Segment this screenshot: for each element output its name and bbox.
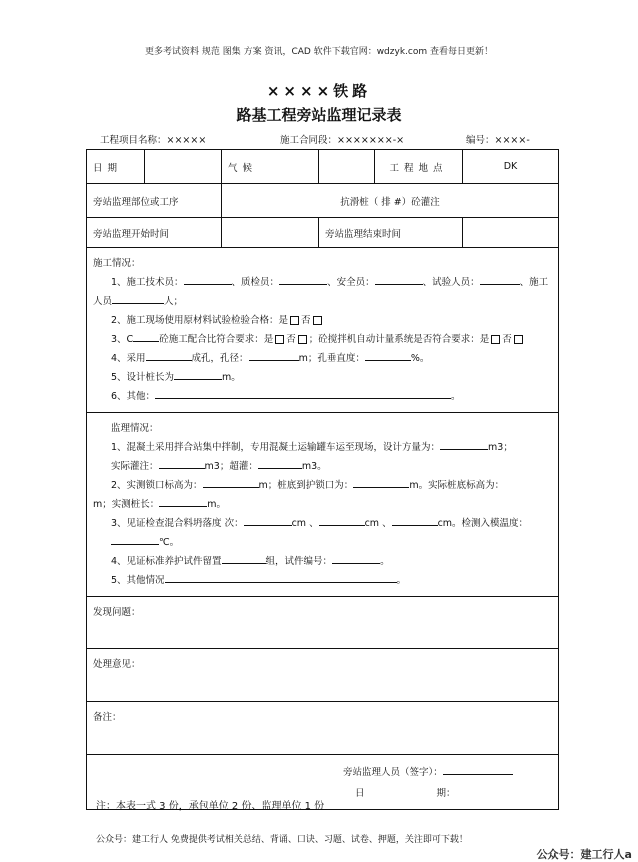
pile-length-label: 5、设计桩长为 [111,372,175,383]
construction-block [87,248,559,413]
mix-ratio-label: 砼施工配合比符合要求：是 [159,334,274,345]
copies-note: 注：本表一式 3 份，承包单位 2 份、监理单位 1 份 [96,801,325,812]
slump-2-unit: cm 、 [364,518,392,529]
l1-worker-label: 、施工 [519,277,549,288]
findings-cell[interactable] [87,597,559,649]
opinion-label: 处理意见： [93,659,141,670]
date-label: 日期 [87,150,145,184]
remarks-cell[interactable] [87,702,559,755]
specimen-label: 4、见证标准养护试件留置 [111,556,222,567]
signature-line [93,763,552,782]
bottom-to-collar-blank[interactable] [353,477,409,488]
end-time-label: 旁站监理结束时间 [319,218,463,248]
bottom-to-collar-label: m；桩底到护锁口为： [258,480,354,491]
measured-length-blank[interactable] [159,496,207,507]
supervision-section [87,413,559,597]
project-name [100,132,206,146]
design-volume-blank[interactable] [440,439,488,450]
tech-blank[interactable] [184,274,232,285]
opinion-cell[interactable] [87,649,559,702]
supervision-heading: 监理情况： [111,423,159,434]
actual-pour-label: 实际灌注： [111,461,159,472]
specimen-number-blank[interactable] [332,553,380,564]
pile-length-blank[interactable] [174,369,222,380]
verticality-unit: %。 [410,353,430,364]
construction-line-4 [93,349,552,368]
diameter-label: 成孔，孔径： [191,353,249,364]
other-situation-label: 5、其他情况 [111,575,165,586]
l1-safety-label: 、安全员： [327,277,375,288]
document-title-railway: ××××铁路 [266,82,372,100]
metering-no-checkbox[interactable] [514,335,523,344]
top-download-note: 更多考试资料 规范 图集 方案 资讯，CAD 软件下载官网：wdzyk.com 查看每日更新！ [145,47,493,57]
site-label: 工程地点 [375,150,463,184]
project-name-label: 工程项目名称： [100,135,167,146]
signature-blank[interactable] [443,764,513,775]
construction-heading: 施工情况： [93,258,141,269]
design-volume-label: 1、混凝土采用拌合站集中拌制，专用混凝土运输罐车运至现场，设计方量为： [111,442,441,453]
row-times [87,218,559,248]
findings-section [87,597,559,649]
material-no-label: 否 [301,315,311,326]
signature-label: 旁站监理人员（签字）： [343,767,443,778]
other-situation-end: 。 [396,575,407,586]
date-value-cell[interactable] [145,150,222,184]
worker-blank[interactable] [112,293,164,304]
measured-length-label: m；实测桩长： [93,499,160,510]
pile-length-unit: m。 [222,372,241,383]
verticality-blank[interactable] [365,350,411,361]
collar-elevation-blank[interactable] [203,477,259,488]
supervision-line-1 [93,438,552,457]
site-value[interactable]: DK [463,150,559,184]
other-end: 。 [451,391,461,402]
row-supervised-part [87,184,559,218]
construction-section [87,248,559,413]
method-label: 4、采用 [111,353,146,364]
mix-no-checkbox[interactable] [298,335,307,344]
form-number-value: ××××- [494,135,530,146]
l1-worker-label-2: 人员 [93,296,113,307]
contract-section-label: 施工合同段： [280,135,338,146]
construction-line-2 [93,311,552,330]
construction-line-1 [93,273,552,292]
overpour-unit: m3。 [301,461,327,472]
overpour-label: m3；超灌： [204,461,258,472]
watermark: 公众号：建工行人a [536,848,632,861]
form-number-label: 编号： [466,135,495,146]
temperature-label: cm。检测入模温度： [437,518,529,529]
temperature-blank[interactable] [111,534,159,545]
remarks-section [87,702,559,755]
row-basic-info [87,150,559,184]
construction-line-3 [93,330,552,349]
supervision-line-5 [93,571,552,590]
slump-1-blank[interactable] [244,515,292,526]
material-no-checkbox[interactable] [313,316,322,325]
supervision-line-1b [93,457,552,476]
mix-no-label: 否 [286,334,296,345]
collar-elevation-label: 2、实测锁口标高为： [111,480,203,491]
actual-pour-blank[interactable] [159,458,205,469]
contract-section [280,132,404,146]
slump-3-blank[interactable] [392,515,438,526]
end-time-value[interactable] [463,218,559,248]
l1-tech-label: 1、施工技术员： [111,277,184,288]
slump-label: 3、见证检查混合料坍落度 次： [111,518,244,529]
supervision-record-table [86,149,559,810]
specimen-number-label: 组，试件编号： [265,556,333,567]
bottom-elevation-label: m。实际桩底标高为： [409,480,505,491]
signature-date-label: 期： [436,788,456,799]
specimen-end: 。 [380,556,390,567]
form-number [466,132,530,146]
start-time-value[interactable] [222,218,319,248]
document-title-form: 路基工程旁站监理记录表 [236,106,402,124]
overpour-blank[interactable] [258,458,302,469]
supervised-part-value[interactable]: 抗滑桩（ 排 #）砼灌注 [222,184,559,218]
specimen-groups-blank[interactable] [222,553,266,564]
supervision-line-3b [93,533,552,552]
project-name-value: ××××× [166,135,207,146]
findings-label: 发现问题： [93,607,141,618]
weather-value-cell[interactable] [319,150,375,184]
supervision-block [87,413,559,597]
mix-yes-checkbox[interactable] [275,335,284,344]
metering-yes-checkbox[interactable] [491,335,500,344]
start-time-label: 旁站监理开始时间 [87,218,222,248]
supervision-line-4 [93,552,552,571]
l1-person-unit: 人； [164,296,184,307]
signature-date-day: 日 [355,788,365,799]
l1-test-label: 、试验人员： [422,277,480,288]
qc-blank[interactable] [279,274,327,285]
footer-promo: 公众号：建工行人 免费提供考试相关总结、背诵、口诀、习题、试卷、押题，关注即可下载！ [96,835,468,845]
slump-1-unit: cm 、 [291,518,319,529]
supervision-line-2 [93,476,552,495]
diameter-blank[interactable] [249,350,299,361]
l1-qc-label: 、质检员： [231,277,280,288]
material-check-label: 2、施工现场使用原材料试验检验合格：是 [111,315,289,326]
slump-2-blank[interactable] [319,515,365,526]
material-yes-checkbox[interactable] [290,316,299,325]
weather-label: 气候 [222,150,319,184]
measured-length-unit: m。 [207,499,227,510]
construction-line-5 [93,368,552,387]
safety-blank[interactable] [375,274,423,285]
other-label: 6、其他： [111,391,156,402]
contract-section-value: ×××××××-× [337,135,405,146]
other-situation-blank[interactable] [165,572,397,583]
concrete-grade-blank[interactable] [133,331,159,342]
metering-label: ；砼搅拌机自动计量系统是否符合要求：是 [308,334,490,345]
concrete-grade-label: 3、C [111,334,134,345]
supervision-line-2b [93,495,552,514]
verticality-label: m；孔垂直度： [298,353,365,364]
other-blank[interactable] [155,388,451,399]
metering-no-label: 否 [502,334,512,345]
remarks-label: 备注： [93,712,122,723]
temperature-unit: ℃。 [159,537,180,548]
construction-line-1b [93,292,552,311]
method-blank[interactable] [146,350,192,361]
test-blank[interactable] [480,274,520,285]
supervised-part-label: 旁站监理部位或工序 [87,184,222,218]
construction-line-6 [93,387,552,406]
opinion-section [87,649,559,702]
design-volume-unit: m3； [488,442,513,453]
supervision-line-3 [93,514,552,533]
